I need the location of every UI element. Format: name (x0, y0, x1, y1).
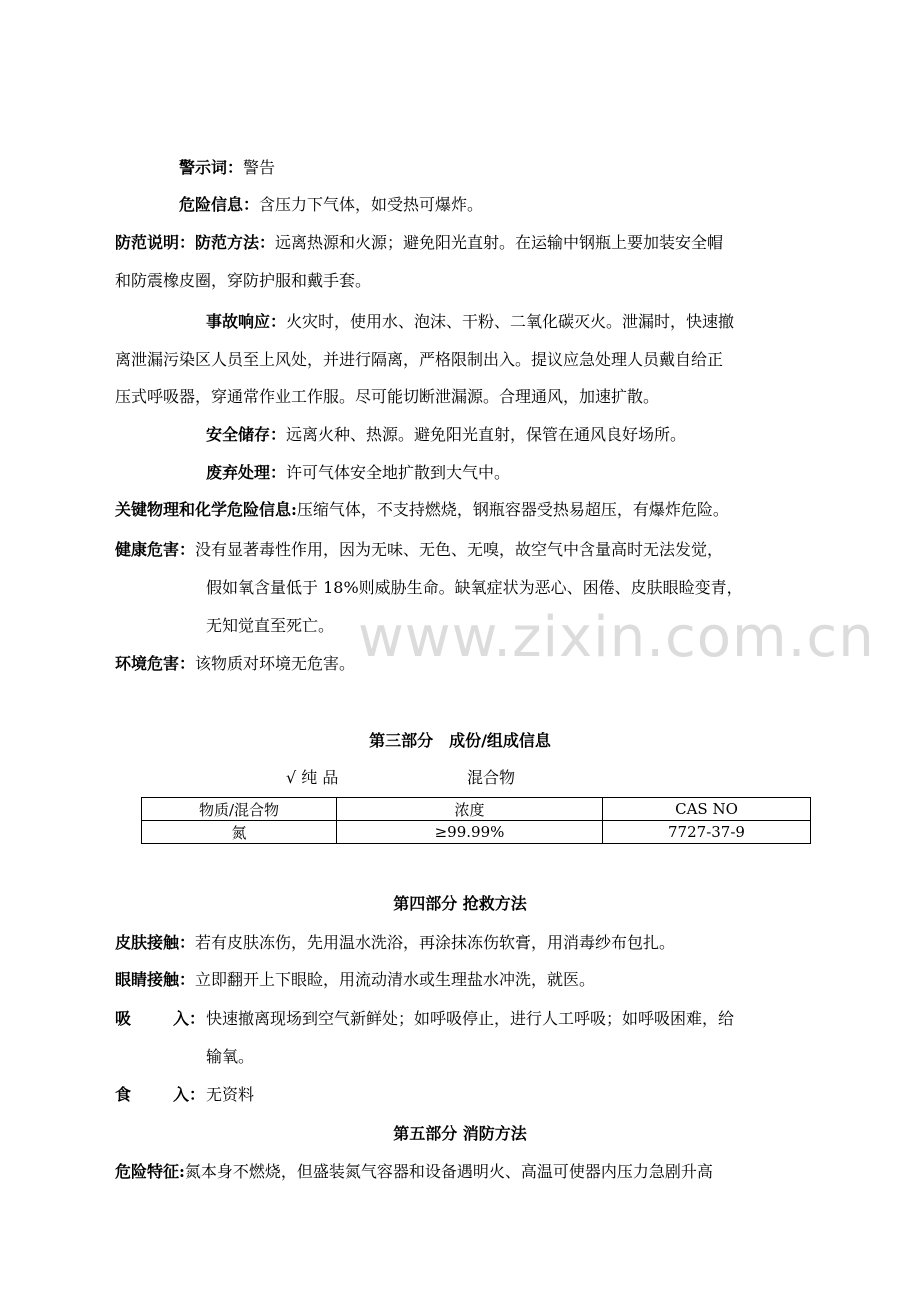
disposal-label: 废弃处理： (206, 463, 287, 482)
header-concentration: 浓度 (337, 798, 603, 821)
disposal-line (206, 463, 510, 483)
cell-cas: 7727-37-9 (603, 821, 811, 844)
response-line2: 离泄漏污染区人员至上风处，并进行隔离，严格限制出入。提议应急处理人员戴自给正 (115, 350, 724, 369)
method-line1: 远离热源和火源；避免阳光直射。在运输中钢瓶上要加装安全帽 (275, 233, 724, 252)
cell-substance: 氮 (142, 821, 337, 844)
skin-label: 皮肤接触： (115, 933, 196, 952)
response-label: 事故响应： (206, 312, 287, 331)
storage-label: 安全储存： (206, 425, 287, 444)
response-line1: 火灾时，使用水、泡沫、干粉、二氧化碳灭火。泄漏时，快速撤 (286, 312, 735, 331)
precaution-method-line (115, 233, 723, 253)
precaution-label: 防范说明： (115, 233, 196, 252)
mixture-option: 混合物 (467, 768, 516, 787)
table-row (142, 821, 811, 844)
table-header-row (142, 798, 811, 821)
physchem-line (115, 500, 729, 520)
composition-table (141, 797, 811, 844)
inhale-line1: 快速撤离现场到空气新鲜处；如呼吸停止，进行人工呼吸；如呼吸困难，给 (206, 1009, 735, 1028)
ingest-value: 无资料 (206, 1085, 255, 1104)
environment-line (115, 654, 355, 674)
health-label: 健康危害： (115, 540, 196, 559)
inhale-label-a: 吸 (115, 1009, 132, 1028)
ingest-label-b: 入： (173, 1085, 206, 1104)
health-line3: 无知觉直至死亡。 (206, 616, 335, 635)
inhale-line2: 输氧。 (206, 1047, 255, 1066)
eye-line (115, 970, 595, 990)
response-line (206, 312, 734, 332)
eye-value: 立即翻开上下眼睑，用流动清水或生理盐水冲洗，就医。 (195, 970, 596, 989)
health-line1: 没有显著毒性作用，因为无味、无色、无嗅，故空气中含量高时无法发觉， (195, 540, 724, 559)
part4-title: 第四部分 抢救方法 (393, 894, 527, 913)
skin-line (115, 933, 675, 953)
part3-title: 第三部分 成份/组成信息 (369, 731, 551, 750)
response-line3: 压式呼吸器，穿通常作业工作服。尽可能切断泄漏源。合理通风，加速扩散。 (115, 387, 660, 406)
fire-hazard-value: 氮本身不燃烧，但盛装氮气容器和设备遇明火、高温可使器内压力急剧升高 (184, 1162, 713, 1181)
part5-title: 第五部分 消防方法 (393, 1124, 527, 1143)
storage-value: 远离火种、热源。避免阳光直射，保管在通风良好场所。 (286, 425, 687, 444)
skin-value: 若有皮肤冻伤，先用温水洗浴，再涂抹冻伤软膏，用消毒纱布包扎。 (195, 933, 676, 952)
fire-hazard-label: 危险特征: (115, 1162, 185, 1181)
storage-line (206, 425, 686, 445)
disposal-value: 许可气体安全地扩散到大气中。 (286, 463, 511, 482)
hazard-info-value: 含压力下气体，如受热可爆炸。 (259, 195, 484, 214)
hazard-info-line (179, 195, 483, 215)
cell-concentration: ≥99.99% (337, 821, 603, 844)
health-line2: 假如氧含量低于 18%则威胁生命。缺氧症状为恶心、困倦、皮肤眼睑变青， (206, 578, 743, 597)
signal-word-line (179, 158, 275, 178)
method-line2: 和防震橡皮圈，穿防护服和戴手套。 (115, 271, 372, 290)
health-line (115, 540, 723, 560)
environment-label: 环境危害： (115, 654, 196, 673)
physchem-value: 压缩气体，不支持燃烧，钢瓶容器受热易超压，有爆炸危险。 (296, 500, 729, 519)
hazard-info-label: 危险信息： (179, 195, 260, 214)
method-label: 防范方法： (195, 233, 276, 252)
header-substance: 物质/混合物 (142, 798, 337, 821)
header-cas: CAS NO (603, 798, 811, 821)
watermark: www.zixin.com.cn (358, 605, 875, 670)
eye-label: 眼睛接触： (115, 970, 196, 989)
fire-hazard-line (115, 1162, 713, 1182)
pure-option: √ 纯 品 (286, 768, 339, 787)
inhale-label-b: 入： (173, 1009, 206, 1028)
ingest-label-a: 食 (115, 1085, 132, 1104)
signal-word-value: 警告 (243, 158, 276, 177)
environment-value: 该物质对环境无危害。 (195, 654, 356, 673)
signal-word-label: 警示词： (179, 158, 244, 177)
physchem-label: 关键物理和化学危险信息: (115, 500, 297, 519)
